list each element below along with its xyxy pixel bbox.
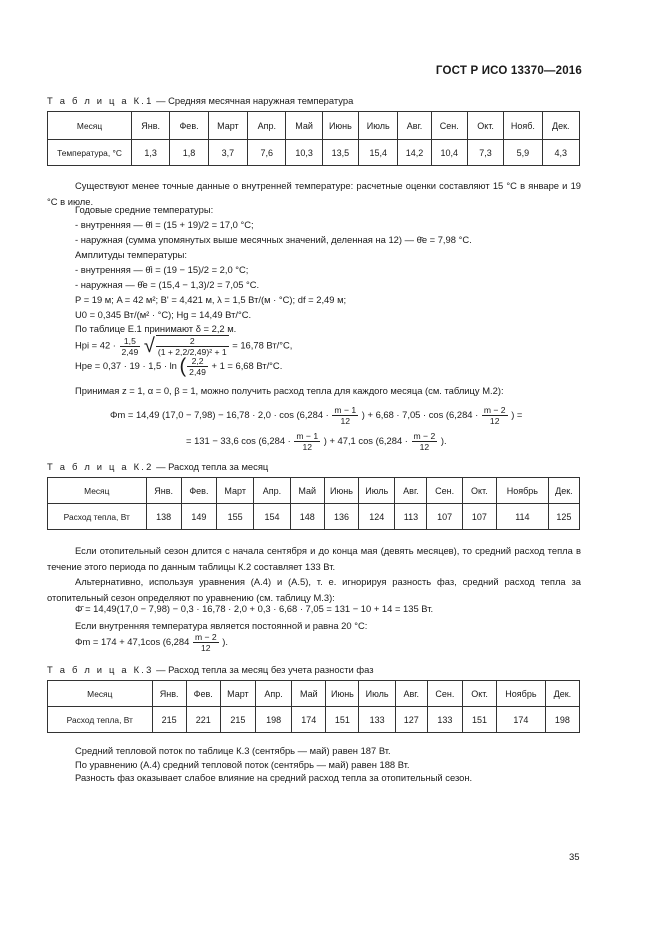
month-header: Окт. xyxy=(462,681,496,707)
summary-line-1: Средний тепловой поток по таблице К.3 (сентябрь — май) равен 187 Вт. xyxy=(75,745,391,756)
table-cell: 114 xyxy=(496,504,548,530)
month-header: Авг. xyxy=(395,681,427,707)
table1-caption-prefix: Т а б л и ц а К.1 xyxy=(47,95,154,106)
eq2-part-a: = 131 − 33,6 cos (6,284 · xyxy=(186,435,291,446)
eq1-part-c: ) = xyxy=(511,409,523,420)
month-header: Май xyxy=(286,112,322,140)
eq3-num: m − 2 xyxy=(194,632,217,643)
month-header: Июль xyxy=(359,478,395,504)
inner-mean-line: - внутренняя — θ̄i = (15 + 19)/2 = 17,0 °С; xyxy=(75,219,254,230)
eq2-f2-num: m − 2 xyxy=(413,431,436,442)
month-header: Фев. xyxy=(170,112,208,140)
hpe-result: + 1 = 6,68 Вт/°С. xyxy=(211,360,283,371)
equation-phi-m-1 xyxy=(110,405,522,426)
table-cell: 148 xyxy=(290,504,324,530)
eq2-fraction-1 xyxy=(294,431,320,452)
table-cell: 133 xyxy=(359,707,395,733)
eq2-part-b: ) + 47,1 cos (6,284 · xyxy=(323,435,408,446)
summary-line-3: Разность фаз оказывает слабое влияние на средний расход тепла за отопительный сезон. xyxy=(75,772,473,783)
month-header: Нояб. xyxy=(504,112,542,140)
month-header: Ноябрь xyxy=(496,478,548,504)
eq2-f1-den: 12 xyxy=(302,442,313,453)
table2-caption xyxy=(47,461,268,472)
table2-caption-text: — Расход тепла за месяц xyxy=(153,461,269,472)
table-cell: 13,5 xyxy=(322,140,358,166)
table3-caption-prefix: Т а б л и ц а К.3 xyxy=(47,664,154,675)
row-label: Месяц xyxy=(48,681,153,707)
sqrt-icon: √ xyxy=(143,335,155,357)
eq3-fraction xyxy=(193,632,219,653)
month-header: Март xyxy=(220,681,255,707)
hpi-root-den: (1 + 2,2/2,49)² + 1 xyxy=(157,347,227,357)
table-cell: 198 xyxy=(545,707,579,733)
month-header: Окт. xyxy=(467,112,503,140)
month-header: Июнь xyxy=(326,681,359,707)
table-header-row xyxy=(48,112,580,140)
equation-phi-m-2 xyxy=(186,431,447,452)
paragraph-indoor-temp: Существуют менее точные данные о внутренней температуре: расчетные оценки составляют 15 °С в январе и 19 °С в июле. xyxy=(47,180,581,207)
month-header: Фев. xyxy=(186,681,220,707)
table3-caption xyxy=(47,664,374,675)
month-header: Янв. xyxy=(146,478,181,504)
month-header: Ноябрь xyxy=(497,681,546,707)
paragraph-heating-season: Если отопительный сезон длится с начала сентября и до конца мая (девять месяцев), то средний расход тепла в течение этого периода по данным таблицы К.2 составляет 133 Вт. xyxy=(47,545,581,572)
month-header: Дек. xyxy=(548,478,579,504)
month-header: Сен. xyxy=(431,112,467,140)
table-cell: 151 xyxy=(326,707,359,733)
month-header: Дек. xyxy=(545,681,579,707)
row-label: Расход тепла, Вт xyxy=(48,504,147,530)
inner-amp-line: - внутренняя — θ̂i = (19 − 15)/2 = 2,0 °С; xyxy=(75,264,249,275)
month-header: Дек. xyxy=(542,112,579,140)
paren-open-icon: ( xyxy=(179,355,187,378)
assumption-line: Принимая z = 1, α = 0, β = 1, можно получить расход тепла для каждого месяца (см. таблицу М.2): xyxy=(75,385,504,396)
month-header: Сен. xyxy=(427,478,462,504)
table-cell: 10,3 xyxy=(286,140,322,166)
month-header: Апр. xyxy=(248,112,286,140)
table-cell: 133 xyxy=(427,707,462,733)
eq3-den: 12 xyxy=(201,643,211,654)
table-cell: 4,3 xyxy=(542,140,579,166)
table-cell: 215 xyxy=(220,707,255,733)
month-header: Май xyxy=(290,478,324,504)
month-header: Сен. xyxy=(427,681,462,707)
table-cell: 107 xyxy=(427,504,462,530)
month-header: Июнь xyxy=(324,478,358,504)
outer-amp-line: - наружная — θ̂e = (15,4 − 1,3)/2 = 7,05 °С. xyxy=(75,279,260,290)
eq1-f1-den: 12 xyxy=(340,416,351,427)
month-header: Фев. xyxy=(181,478,216,504)
eq2-part-c: ). xyxy=(440,435,447,446)
table-cell: 174 xyxy=(292,707,326,733)
summary-line-2: По уравнению (А.4) средний тепловой поток (сентябрь — май) равен 188 Вт. xyxy=(75,759,410,770)
table-cell: 14,2 xyxy=(398,140,431,166)
table-k1 xyxy=(47,111,580,166)
table-cell: 1,3 xyxy=(132,140,170,166)
equation-mean-phi: Φ̄ = 14,49(17,0 − 7,98) − 0,3 · 16,78 · 2,0 + 0,3 · 6,68 · 7,05 = 131 − 10 + 14 = 135 Вт. xyxy=(75,603,434,614)
month-header: Окт. xyxy=(462,478,496,504)
table-cell: 15,4 xyxy=(359,140,398,166)
eq3-part-b: ). xyxy=(222,636,229,647)
page-number: 35 xyxy=(569,852,580,863)
table-cell: 7,6 xyxy=(248,140,286,166)
table-cell: 3,7 xyxy=(208,140,247,166)
month-header: Июнь xyxy=(322,112,358,140)
hpi-fraction xyxy=(120,336,141,357)
eq1-f1-num: m − 1 xyxy=(334,405,357,416)
table-cell: 5,9 xyxy=(504,140,542,166)
formula-hpi xyxy=(75,335,292,357)
table-cell: 154 xyxy=(254,504,290,530)
table-cell: 127 xyxy=(395,707,427,733)
month-header: Авг. xyxy=(398,112,431,140)
table-cell: 198 xyxy=(256,707,292,733)
hpi-root-num: 2 xyxy=(156,336,229,347)
eq1-f2-num: m − 2 xyxy=(483,405,506,416)
table-cell: 7,3 xyxy=(467,140,503,166)
paragraph-alternative: Альтернативно, используя уравнения (А.4) и (А.5), т. е. игнорируя разность фаз, средний расход тепла за отопительный сезон определяют по уравнению (см. таблицу М.3): xyxy=(47,576,581,603)
eq1-f2-den: 12 xyxy=(489,416,500,427)
params-line-1: P = 19 м; A = 42 м²; B' = 4,421 м, λ = 1,5 Вт/(м · °С); df = 2,49 м; xyxy=(75,294,347,305)
eq2-f1-num: m − 1 xyxy=(296,431,319,442)
table1-caption-text: — Средняя месячная наружная температура xyxy=(153,95,354,106)
eq2-fraction-2 xyxy=(412,431,438,452)
month-header: Янв. xyxy=(152,681,186,707)
month-header: Июль xyxy=(359,112,398,140)
table-cell: 1,8 xyxy=(170,140,208,166)
month-header: Май xyxy=(292,681,326,707)
table-cell: 155 xyxy=(217,504,254,530)
eq1-part-a: Φm = 14,49 (17,0 − 7,98) − 16,78 · 2,0 · cos (6,284 · xyxy=(110,409,329,420)
table-cell: 124 xyxy=(359,504,395,530)
constant-temp-line: Если внутренняя температура является постоянной и равна 20 °С: xyxy=(75,620,368,631)
hpi-result: = 16,78 Вт/°С, xyxy=(232,339,293,351)
hpe-fraction xyxy=(187,356,208,377)
eq2-f2-den: 12 xyxy=(419,442,430,453)
table3-caption-text: — Расход тепла за месяц без учета разности фаз xyxy=(153,664,374,675)
eq1-fraction-2 xyxy=(482,405,508,426)
month-header: Апр. xyxy=(256,681,292,707)
month-header: Март xyxy=(208,112,247,140)
month-header: Апр. xyxy=(254,478,290,504)
table-cell: 113 xyxy=(395,504,427,530)
row-label: Месяц xyxy=(48,478,147,504)
hpe-left: Hpe = 0,37 · 19 · 1,5 · ln xyxy=(75,360,177,371)
document-header: ГОСТ Р ИСО 13370—2016 xyxy=(435,65,582,77)
hpi-frac-num: 1,5 xyxy=(120,336,141,347)
row-label: Расход тепла, Вт xyxy=(48,707,153,733)
formula-hpe xyxy=(75,355,282,378)
hpi-root-fraction xyxy=(156,335,229,357)
table-row xyxy=(48,707,580,733)
row-label: Температура, °С xyxy=(48,140,132,166)
amplitudes-label: Амплитуды температуры: xyxy=(75,249,187,260)
hpi-frac-den: 2,49 xyxy=(121,346,139,357)
table-cell: 107 xyxy=(462,504,496,530)
table-cell: 136 xyxy=(324,504,358,530)
table-cell: 125 xyxy=(548,504,579,530)
hpe-frac-num: 2,2 xyxy=(187,356,208,367)
month-header: Июль xyxy=(359,681,395,707)
table-cell: 138 xyxy=(146,504,181,530)
table2-caption-prefix: Т а б л и ц а К.2 xyxy=(47,461,154,472)
hpi-left: Hpi = 42 · xyxy=(75,339,116,351)
month-header: Авг. xyxy=(395,478,427,504)
table-cell: 215 xyxy=(152,707,186,733)
row-label: Месяц xyxy=(48,112,132,140)
table-row xyxy=(48,504,580,530)
eq1-fraction-1 xyxy=(332,405,358,426)
table-cell: 174 xyxy=(497,707,546,733)
table-cell: 221 xyxy=(186,707,220,733)
table-k3 xyxy=(47,680,580,733)
table-row xyxy=(48,140,580,166)
hpe-frac-den: 2,49 xyxy=(189,367,206,378)
outer-mean-line: - наружная (сумма упомянутых выше месячных значений, деленная на 12) — θ̄e = 7,98 °С. xyxy=(75,234,472,245)
params-line-2: U0 = 0,345 Вт/(м² · °С); Hg = 14,49 Вт/°С. xyxy=(75,309,252,320)
table-k2 xyxy=(47,477,580,530)
eq1-part-b: ) + 6,68 · 7,05 · cos (6,284 · xyxy=(361,409,479,420)
table1-caption xyxy=(47,95,353,106)
month-header: Март xyxy=(217,478,254,504)
month-header: Янв. xyxy=(132,112,170,140)
annual-means-label: Годовые средние температуры: xyxy=(75,204,214,215)
table-header-row xyxy=(48,681,580,707)
table-cell: 151 xyxy=(462,707,496,733)
eq3-part-a: Φm = 174 + 47,1cos (6,284 xyxy=(75,636,190,647)
table-cell: 10,4 xyxy=(431,140,467,166)
table-cell: 149 xyxy=(181,504,216,530)
table-e1-line: По таблице Е.1 принимают δ = 2,2 м. xyxy=(75,323,237,334)
table-header-row xyxy=(48,478,580,504)
equation-phi-m-const xyxy=(75,632,228,653)
